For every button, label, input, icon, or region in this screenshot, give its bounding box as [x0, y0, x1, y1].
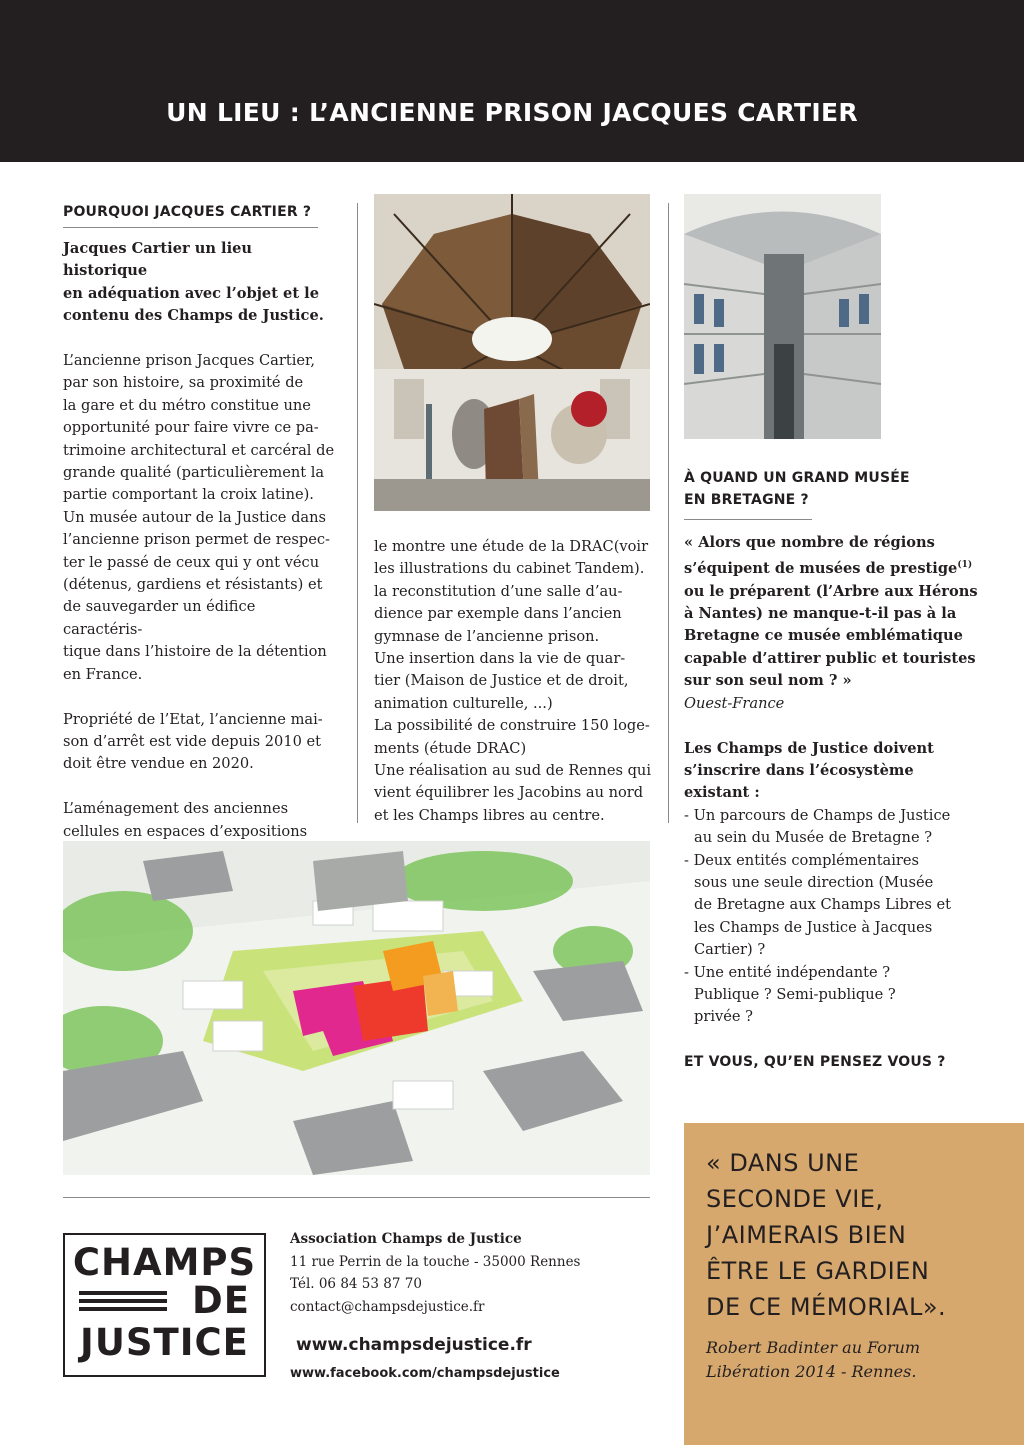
facebook-link[interactable]: www.facebook.com/champsdejustice	[290, 1365, 560, 1381]
body-line: la gare et du métro constitue une	[63, 396, 311, 414]
section-title-museum: À QUAND UN GRAND MUSÉE	[684, 470, 910, 486]
photo-dome-hall	[374, 194, 650, 511]
body-line: dience par exemple dans l’ancien	[374, 605, 622, 623]
body-line: (détenus, gardiens et résistants) et	[63, 576, 323, 594]
logo-line: JUSTICE	[80, 1321, 249, 1364]
body-line: L’ancienne prison Jacques Cartier,	[63, 352, 316, 370]
list-item: - Un parcours de Champs de Justice au sein du Musée de Bretagne ?	[684, 806, 951, 847]
body-line: doit être vendue en 2020.	[63, 755, 254, 773]
body-line: ments (étude DRAC)	[374, 739, 527, 757]
list-item: - Deux entités complémentaires sous une seule direction (Musée de Bretagne aux Champs Libres et les Champs de Justice à Jacques Cartier) ?	[684, 851, 952, 959]
quote-line: à Nantes) ne manque-t-il pas à la	[684, 605, 957, 623]
body-line: cellules en espaces d’expositions	[63, 822, 308, 840]
lead-line: en adéquation avec l’objet et le	[63, 284, 319, 302]
address: 11 rue Perrin de la touche - 35000 Rennes	[290, 1253, 581, 1270]
section-title-why: POURQUOI JACQUES CARTIER ?	[63, 204, 312, 220]
quote-line: « Alors que nombre de régions	[684, 534, 935, 551]
email-link[interactable]: contact@champsdejustice.fr	[290, 1298, 485, 1315]
logo-line: CHAMPS	[72, 1241, 257, 1284]
intro-line: Les Champs de Justice doivent	[684, 739, 934, 757]
quote-line: s’équipent de musées de prestige$^{(1)}$	[684, 560, 973, 578]
body-line: La possibilité de construire 150 loge-	[374, 717, 650, 735]
body-line: les illustrations du cabinet Tandem).	[374, 560, 645, 578]
footer-divider	[63, 1197, 650, 1198]
section-title-museum: EN BRETAGNE ?	[684, 492, 809, 508]
body-line: tier (Maison de Justice et de droit,	[374, 672, 629, 690]
list-item: - Une entité indépendante ? Publique ? Semi-publique ? privée ?	[684, 963, 896, 1026]
body-line: gymnase de l’ancienne prison.	[374, 627, 600, 645]
photo-prison-corridor	[684, 194, 881, 439]
body-line: animation culturelle, ...)	[374, 694, 553, 712]
quote-line: ou le préparent (l’Arbre aux Hérons	[684, 582, 978, 600]
logo-line: DE	[192, 1279, 250, 1322]
quote-line: capable d’attirer public et touristes	[684, 649, 976, 667]
body-line: L’aménagement des anciennes	[63, 800, 289, 818]
phone: Tél. 06 84 53 87 70	[290, 1276, 422, 1293]
body-line: de sauvegarder un édifice caractéris-	[63, 598, 256, 638]
column-divider	[668, 203, 669, 823]
footnote-marker: (1)	[957, 560, 973, 571]
badinter-quote-box	[684, 1123, 1024, 1445]
intro-line: existant :	[684, 784, 760, 802]
contact-block	[290, 1228, 581, 1386]
body-line: Une insertion dans la vie de quar-	[374, 650, 626, 668]
column-museum-brittany	[684, 467, 984, 1073]
body-line: en France.	[63, 665, 143, 683]
body-line: par son histoire, sa proximité de	[63, 374, 304, 392]
quote-attribution: Robert Badinter au Forum Libération 2014 - Rennes.	[706, 1338, 921, 1381]
column-drac-study	[374, 536, 656, 827]
body-line: partie comportant la croix latine).	[63, 486, 314, 504]
closing-question: ET VOUS, QU’EN PENSEZ VOUS ?	[684, 1054, 946, 1071]
logo-stripes	[79, 1291, 167, 1311]
page-header	[0, 0, 1024, 162]
section-divider	[684, 519, 812, 520]
body-line: grande qualité (particulièrement la	[63, 464, 325, 482]
body-line: l’ancienne prison permet de respec-	[63, 531, 330, 549]
body-line: opportunité pour faire vivre ce pa-	[63, 419, 319, 437]
body-line: vient équilibrer les Jacobins au nord	[374, 784, 644, 802]
quote-line: Bretagne ce musée emblématique	[684, 627, 963, 645]
photo-aerial-rendering	[63, 841, 650, 1175]
quote-source: Ouest-France	[684, 694, 785, 712]
body-line: trimoine architectural et carcéral de	[63, 441, 335, 459]
intro-line: s’inscrire dans l’écosystème	[684, 761, 914, 779]
association-name: Association Champs de Justice	[290, 1231, 522, 1247]
section-divider	[63, 227, 318, 228]
body-line: le montre une étude de la DRAC(voir	[374, 538, 649, 555]
body-line: Propriété de l’Etat, l’ancienne mai-	[63, 710, 323, 728]
pull-quote: « DANS UNE SECONDE VIE, J’AIMERAIS BIEN ÊTRE LE GARDIEN DE CE MÉMORIAL».	[706, 1149, 947, 1321]
body-line: Un musée autour de la Justice dans	[63, 508, 327, 526]
column-divider	[357, 203, 358, 823]
champs-de-justice-logo	[63, 1233, 266, 1377]
body-line: et les Champs libres au centre.	[374, 806, 605, 824]
body-line: la reconstitution d’une salle d’au-	[374, 582, 623, 600]
lead-line: contenu des Champs de Justice.	[63, 307, 324, 325]
body-line: ter le passé de ceux qui y ont vécu	[63, 553, 320, 571]
column-why-jacques-cartier	[63, 201, 339, 865]
lead-line: Jacques Cartier un lieu historique	[63, 240, 253, 280]
quote-line: sur son seul nom ? »	[684, 672, 852, 690]
body-line: Une réalisation au sud de Rennes qui	[374, 762, 651, 780]
website-link[interactable]: www.champsdejustice.fr	[296, 1335, 532, 1356]
body-line: son d’arrêt est vide depuis 2010 et	[63, 732, 322, 750]
page-title: UN LIEU : L’ANCIENNE PRISON JACQUES CARTIER	[166, 98, 858, 127]
body-line: tique dans l’histoire de la détention	[63, 643, 327, 661]
